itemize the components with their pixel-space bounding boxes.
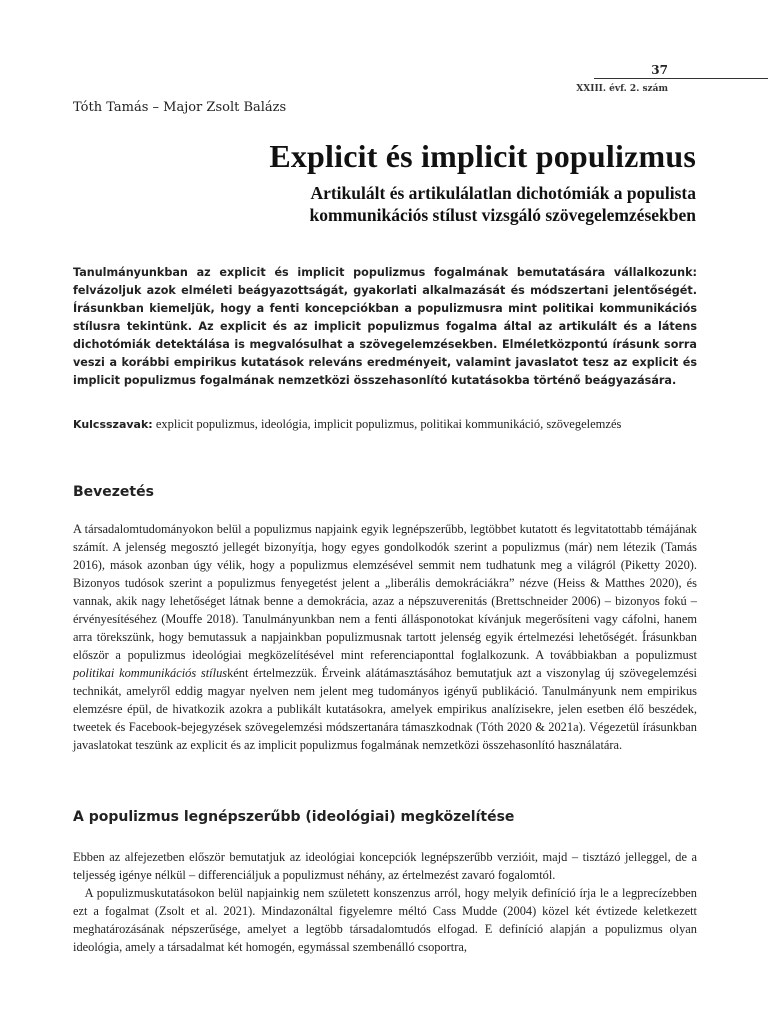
article-authors: Tóth Tamás – Major Zsolt Balázs [73, 100, 287, 115]
section-heading-ideological: A populizmus legnépszerűbb (ideológiai) megközelítése [73, 809, 515, 825]
keywords [73, 417, 697, 432]
intro-text-part-2: ként értelmezzük. Érveink alátámasztásához bemutatjuk azt a viszonylag új szövegelemzési technikát, amelyről eddig magyar nyelven nem jelent meg tudományos igényű publikáció. Tanulmányunk nem empirikus elemzésre épül, de hivatkozik azokra a publikált kutatásokra, amelyek empirikus analízisekre, jelen esetben élő beszédek, tweetek és Facebook-bejegyzések szövegelemzési módszertanára támaszkodnak (Tóth 2020 & 2021a). Végezetül írásunkban javaslatokat teszünk az explicit és az implicit populizmus fogalmának nemzetközi összehasonlító használatára. [73, 666, 697, 752]
article-title: Explicit és implicit populizmus [269, 138, 696, 174]
keywords-list: explicit populizmus, ideológia, implicit populizmus, politikai kommunikáció, szövegelemzés [152, 417, 622, 431]
intro-paragraph [73, 520, 697, 754]
subtitle-line-2: kommunikációs stílust vizsgáló szövegelemzésekben [309, 205, 696, 225]
header-rule [594, 78, 768, 79]
abstract: Tanulmányunkban az explicit és implicit populizmus fogalmának bemutatására vállalkozunk: felvázoljuk azok elméleti beágyazottságát, gyakorlati alkalmazását és módszertani jelentőségét. Írásunkban kiemeljük, hogy a fenti koncepciókban a populizmusra mint politikai kommunikációs stílusra tekintünk. Az explicit és az implicit populizmus fogalma által az artikulált és a látens dichotómiák detektálása is megvalósulhat a szövegelemzésekben. Elméletközpontú írásunk sorra veszi a korábbi empirikus kutatások releváns eredményeit, valamint javaslatot tesz az explicit és implicit populizmus fogalmának nemzetközi összehasonlító kutatásokba történő beágyazására. [73, 266, 697, 387]
ideological-paragraph-1: Ebben az alfejezetben először bemutatjuk az ideológiai koncepciók legnépszerűbb verzióit, majd – tisztázó jelleggel, de a teljesség igénye nélkül – differenciáljuk a populizmust néhány, az értelmezést zavaró fogalomtól. [73, 850, 697, 882]
section-heading-introduction: Bevezetés [73, 484, 154, 500]
intro-italic-term: politikai kommunikációs stílus [73, 666, 228, 680]
keywords-label: Kulcsszavak: [73, 418, 153, 431]
issue-label: XXIII. évf. 2. szám [576, 84, 668, 94]
page-number: 37 [651, 63, 668, 77]
subtitle-line-1: Artikulált és artikulálatlan dichotómiák a populista [310, 183, 696, 203]
intro-text-part-1: A társadalomtudományokon belül a populizmus napjaink egyik legnépszerűbb, legtöbbet kutatott és legvitatottabb témájának számít. A jelenség megosztó jellegét bizonyítja, hogy egyes gondolkodók szerint a populizmus (már) nem létezik (Tamás 2016), mások azonban úgy vélik, hogy a populizmus elemzésével semmit nem tudhatunk meg a világról (Piketty 2020). Bizonyos tudósok szerint a populizmus fenyegetést jelent a „liberális demokráciákra” nézve (Heiss & Matthes 2020), és vannak, akik nagy lehetőséget látnak benne a demokrácia, azaz a népszuverenitás (Brettschneider 2006) – bizonyos fokú – érvényesítéséhez (Mouffe 2018). Tanulmányunkban nem a fenti állásponotokat kívánjuk megerősíteni vagy cáfolni, hanem arra törekszünk, hogy bemutassuk a napjainkban populizmusnak tartott jelenség egyik értelmezési lehetőségét. Írásunkban először a populizmus ideológiai megközelítésével mint referenciaponttal foglalkozunk. A továbbiakban a populizmust [73, 522, 697, 662]
article-subtitle [150, 182, 696, 226]
ideological-paragraph-2: A populizmuskutatásokon belül napjainkig nem született konszenzus arról, hogy melyik definíció írja le a legprecízebben ezt a fogalmat (Zsolt et al. 2021). Mindazonáltal figyelemre méltó Cass Mudde (2004) közel két évtizede keletkezett meghatározásának népszerűsége, amelyet a legtöbb társadalomtudós elfogad. E definíció alapján a populizmus olyan ideológia, amely a társadalmat két homogén, egymással szembenálló csoportra, [73, 886, 701, 954]
